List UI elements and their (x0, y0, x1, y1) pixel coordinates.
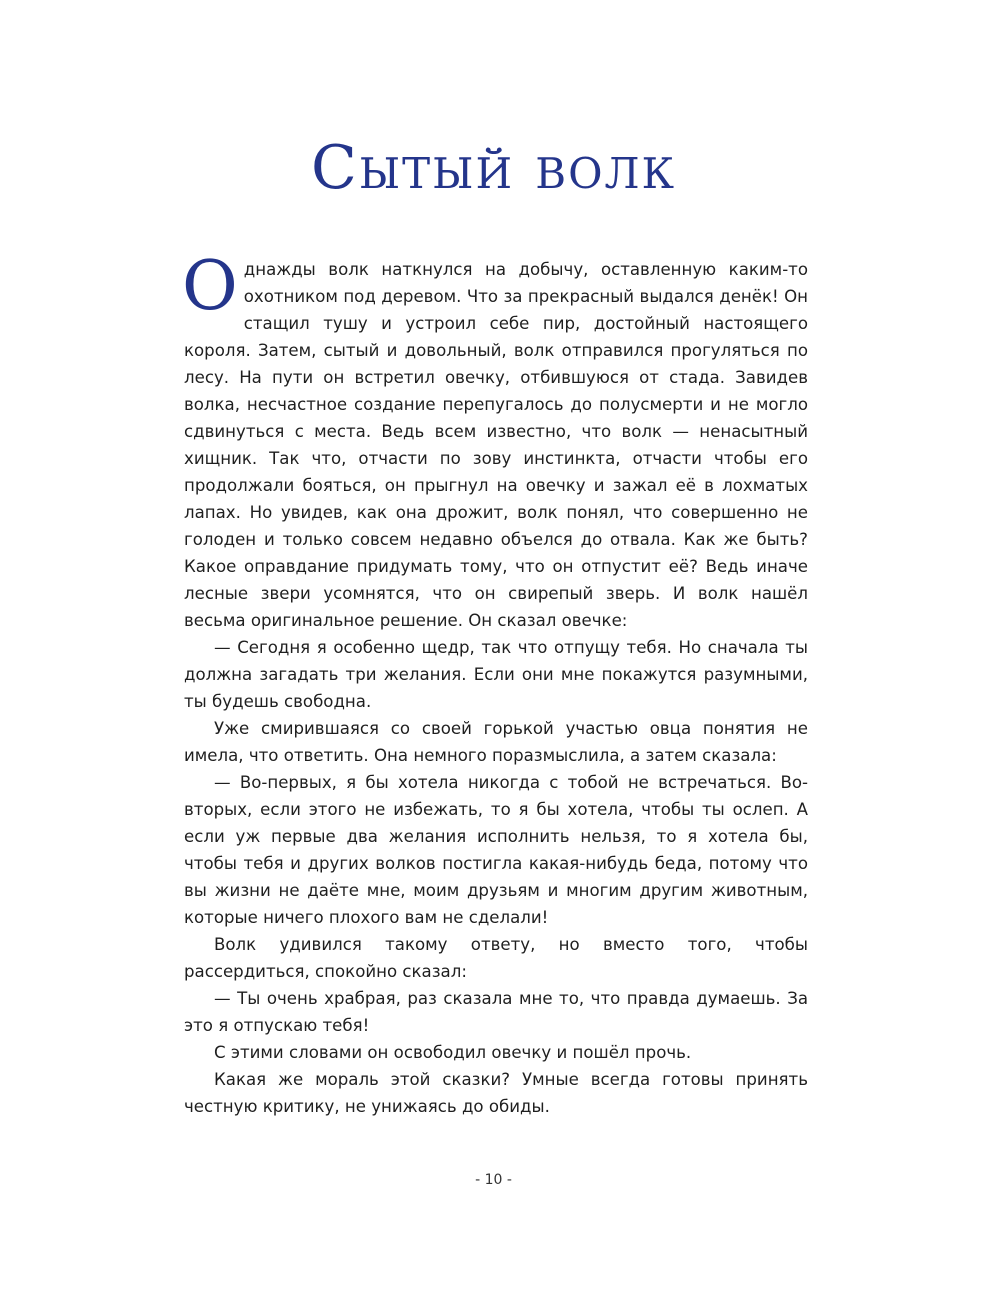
page-number: - 10 - (475, 1172, 512, 1188)
page-title: Сытый волк (310, 133, 677, 203)
paragraph-8: Какая же мораль этой сказки? Умные всегда готовы принять честную критику, не унижаясь до обиды. (184, 1070, 808, 1116)
paragraph-2: — Сегодня я особенно щедр, так что отпущу тебя. Но сначала ты должна загадать три желания. Если они мне покажутся разумными, ты будешь свободна. (184, 638, 808, 711)
paragraph-7: С этими словами он освободил овечку и пошёл прочь. (214, 1043, 692, 1062)
paragraph-1 (182, 247, 808, 634)
paragraph-1-text: днажды волк наткнулся на добычу, оставленную каким-то охотником под деревом. Что за прекрасный выдался денёк! Он стащил тушу и устроил себе пир, достойный настоящего короля. Затем, сытый и довольный, волк отправился прогуляться по лесу. На пути он встретил овечку, отбившуюся от стада. Завидев волка, несчастное создание перепугалось до полусмерти и не могло сдвинуться с места. Ведь всем известно, что волк — ненасытный хищник. Так что, отчасти по зову инстинкта, отчасти чтобы его продолжали бояться, он прыгнул на овечку и зажал её в лохматых лапах. Но увидев, как она дрожит, волк понял, что совершенно не голоден и только совсем недавно объелся до отвала. Как же быть? Какое оправдание придумать тому, что он отпустит её? Ведь иначе лесные звери усомнятся, что он свирепый зверь. И волк нашёл весьма оригинальное решение. Он сказал овечке: (184, 260, 808, 630)
paragraph-5: Волк удивился такому ответу, но вместо того, чтобы рассердиться, спокойно сказал: (184, 935, 808, 981)
paragraph-3: Уже смирившаяся со своей горькой участью овца понятия не имела, что ответить. Она немного поразмыслила, а затем сказала: (184, 719, 808, 765)
paragraph-4: — Во-первых, я бы хотела никогда с тобой не встречаться. Во-вторых, если этого не избежать, то я бы хотела, чтобы ты ослеп. А если уж первые два желания исполнить нельзя, то я хотела бы, чтобы тебя и других волков постигла какая-нибудь беда, потому что вы жизни не даёте мне, моим друзьям и многим другим животным, которые ничего плохого вам не сделали! (184, 773, 808, 927)
drop-cap: О (182, 247, 238, 326)
story-text (182, 247, 808, 1120)
paragraph-6: — Ты очень храбрая, раз сказала мне то, что правда думаешь. За это я отпускаю тебя! (184, 989, 808, 1035)
